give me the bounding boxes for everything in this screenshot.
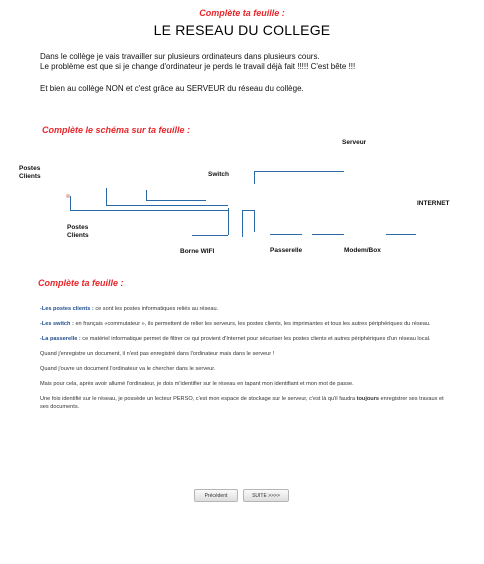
definitions [40,305,450,418]
header-instruction: Complète ta feuille : [199,8,285,18]
label-serveur: Serveur [342,139,367,146]
term-switch: -Les switch : [40,321,74,327]
label-switch: Switch [208,171,229,178]
previous-button[interactable]: Précédent [194,489,238,502]
label-postes-clients-2: Postes Clients [67,224,89,239]
section-instruction: Complète ta feuille : [38,278,124,288]
next-button[interactable]: SUITE >>>> [243,489,289,502]
schema-line [270,234,302,235]
intro-line-3: Et bien au collège NON et c'est grâce au SERVEUR du réseau du collège. [40,84,304,93]
schema-line [192,235,228,236]
para-identification: Mais pour cela, après avoir allumé l'ordinateur, je dois m'identifier sur le réseau en tapant mon identifiant et mon mot de passe. [40,381,354,387]
schema-line [242,210,243,237]
schema-instruction: Complète le schéma sur ta feuille : [42,125,191,135]
label-internet: INTERNET [417,200,450,207]
schema-line [254,171,255,184]
label-postes-clients-1: Postes Clients [19,165,41,180]
def-passerelle: -La passerelle : ce matériel informatique permet de filtrer ce qui provient d'Internet pour sécuriser les postes clients et autres périphériques d'un réseau local. [40,336,431,342]
schema-line [312,234,344,235]
schema-line [106,188,107,206]
para-lecteur-perso: Une fois identifié sur le réseau, je possède un lecteur PERSO, c'est mon espace de stockage sur le serveur, c'est là qu'il faudra toujours enregistrer ses travaux et ses documents. [40,396,444,410]
def-postes-clients: -Les postes clients : ce sont les postes informatiques reliés au réseau. [40,306,219,312]
schema-line [254,171,344,172]
para-ouvrir: Quand j'ouvre un document l'ordinateur va le chercher dans le serveur. [40,366,216,372]
schema-line [386,234,416,235]
schema-line [106,205,228,206]
def-switch: -Les switch : en français «commutateur », ils permettent de relier les serveurs, les postes clients, les imprimantes et tous les autres périphériques du réseau. [40,321,431,327]
schema-line [146,200,206,201]
para-enregistrer: Quand j'enregistre un document, il n'est pas enregistré dans l'ordinateur mais dans le serveur ! [40,351,275,357]
intro-line-1: Dans le collège je vais travailler sur plusieurs ordinateurs dans plusieurs cours. [40,52,320,61]
term-passerelle: -La passerelle : [40,336,81,342]
schema-line [70,196,71,211]
schema-line [228,208,229,235]
label-modem: Modem/Box [344,247,381,254]
label-passerelle: Passerelle [270,247,303,254]
term-postes-clients: -Les postes clients : [40,306,94,312]
emphasis-toujours: toujours [356,396,379,402]
label-borne-wifi: Borne WIFI [180,248,215,255]
schema-line [243,210,254,211]
page-title: LE RESEAU DU COLLEGE [153,22,331,38]
schema-line [70,210,228,211]
schema-line [254,210,255,232]
intro-line-2: Le problème est que si je change d'ordinateur je perds le travail déjà fait !!!!! C'est bête !!! [40,62,356,71]
